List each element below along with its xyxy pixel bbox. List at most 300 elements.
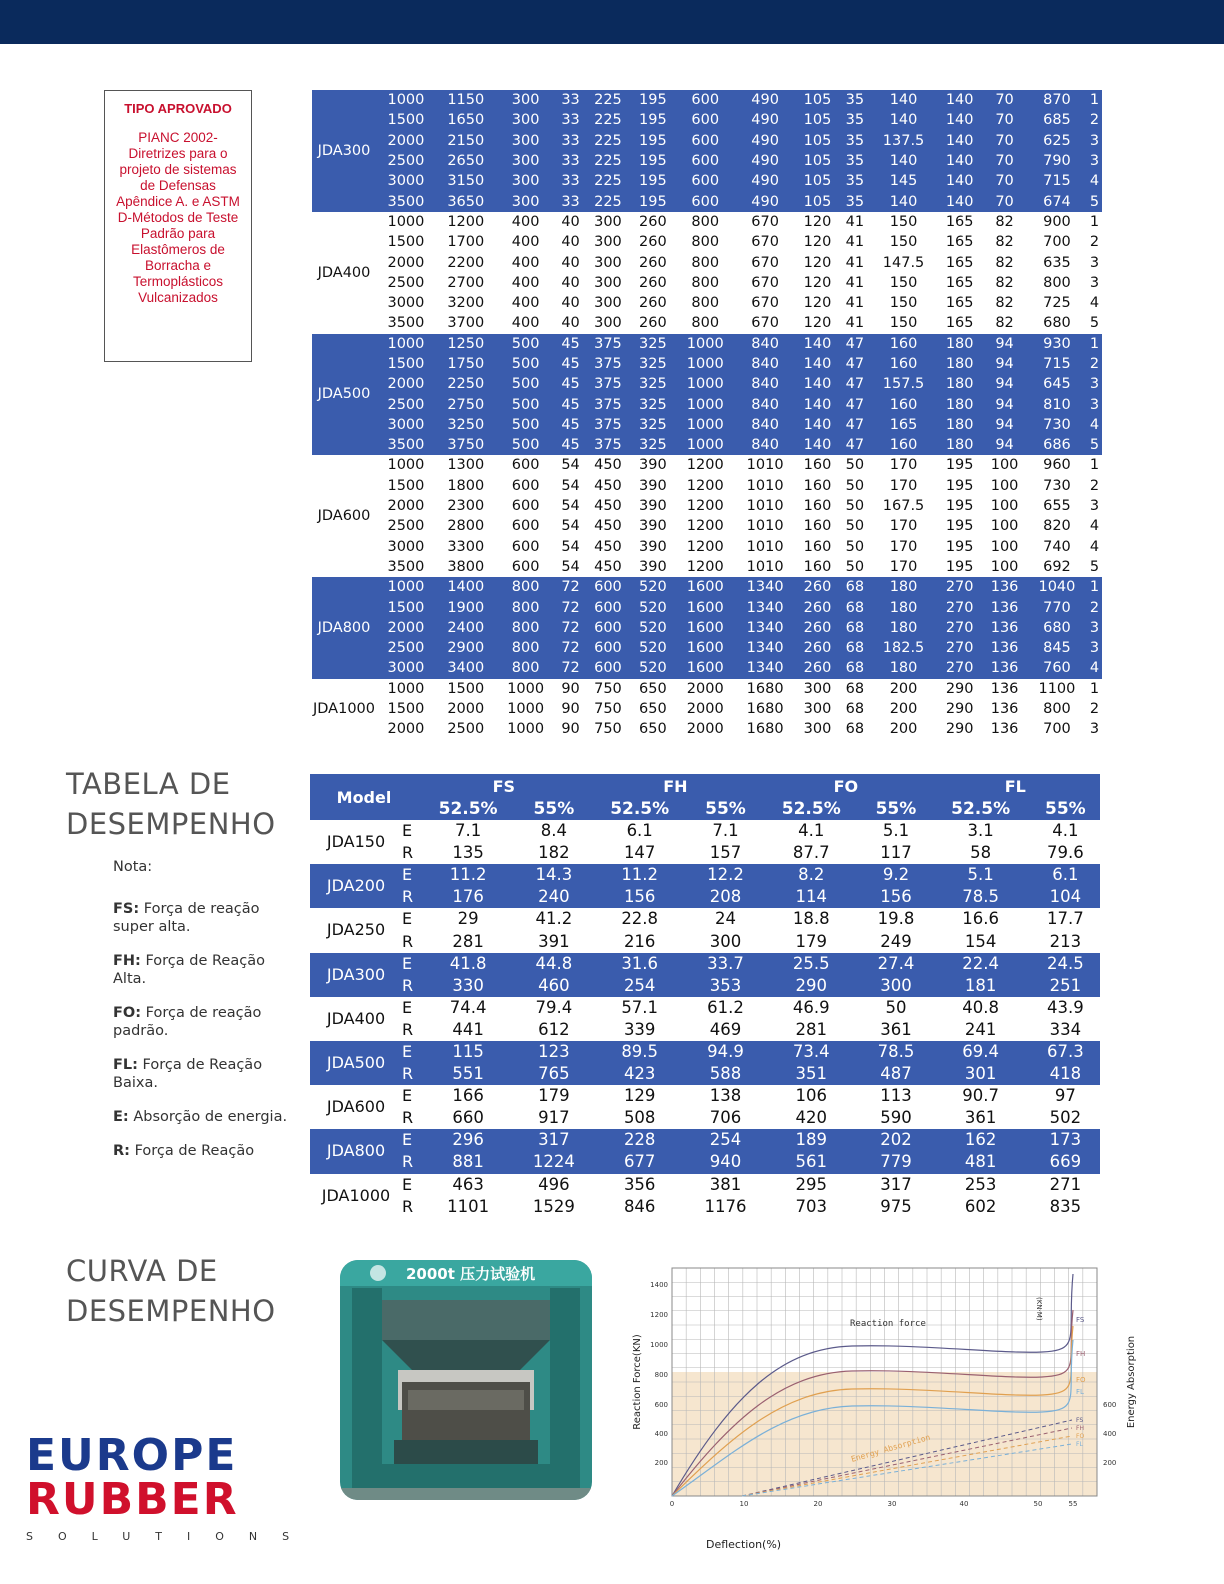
table-cell: 5 — [1089, 315, 1100, 332]
table-cell: 47 — [840, 415, 870, 435]
table-cell: 260 — [795, 597, 840, 617]
notes-heading: Nota: — [113, 859, 153, 875]
x-tick-label: 55 — [1068, 1500, 1078, 1508]
table-cell: 2500 — [387, 274, 425, 291]
table-cell: 917 — [538, 1108, 570, 1128]
y-tick-label: 600 — [654, 1401, 668, 1409]
model-header: Model — [310, 774, 418, 820]
table-cell: 68 — [840, 658, 870, 678]
series-label-fh: FH — [1076, 1350, 1086, 1358]
subheader-cell: 52.5% — [418, 798, 518, 820]
table-cell: 33 — [556, 171, 586, 191]
table-row — [310, 1085, 1100, 1107]
table-cell: 260 — [639, 213, 667, 230]
table-cell: 82 — [995, 234, 1014, 251]
model-cell: JDA500 — [312, 334, 376, 456]
table-cell: 325 — [630, 435, 675, 455]
table-cell: 2500 — [376, 638, 436, 658]
table-cell: 70 — [982, 110, 1027, 130]
table-cell: 1200 — [447, 213, 485, 230]
table-cell: 800 — [691, 315, 720, 332]
table-cell: 68 — [845, 721, 865, 738]
table-cell: 1680 — [746, 680, 784, 697]
table-cell: 650 — [639, 680, 667, 697]
x-tick-label: 0 — [669, 1500, 675, 1508]
table-cell: 820 — [1043, 518, 1071, 535]
table-cell: 1300 — [447, 457, 485, 474]
table-cell: 450 — [594, 457, 622, 474]
x-tick-label: 10 — [739, 1500, 749, 1508]
table-cell: 487 — [861, 1063, 930, 1085]
table-cell: 68 — [845, 701, 865, 718]
table-row — [312, 171, 1102, 191]
table-cell: 3800 — [447, 558, 485, 575]
table-row — [310, 930, 1100, 952]
energy-series-label-fl: FL — [1076, 1441, 1083, 1448]
table-cell: 290 — [945, 680, 974, 697]
table-cell: 2500 — [376, 394, 436, 414]
table-cell: 82 — [995, 254, 1014, 271]
table-cell: 600 — [586, 577, 631, 597]
table-cell: 54 — [561, 558, 580, 575]
table-cell: 1600 — [675, 638, 735, 658]
table-cell: 180 — [870, 618, 937, 638]
table-row — [312, 293, 1102, 313]
table-row — [310, 997, 1100, 1019]
table-cell: 165 — [945, 213, 974, 230]
title-line: CURVA DE — [66, 1254, 218, 1288]
energy-series-label-fo: FO — [1076, 1433, 1085, 1440]
table-cell: 441 — [452, 1019, 484, 1039]
table-cell: 74.4 — [449, 997, 487, 1017]
table-cell: 94 — [982, 394, 1027, 414]
table-cell: 120 — [803, 213, 832, 230]
table-cell: 180 — [937, 415, 982, 435]
table-cell: 2000 — [376, 618, 436, 638]
table-cell: 655 — [1043, 498, 1071, 515]
table-cell: 45 — [556, 435, 586, 455]
table-cell: 845 — [1027, 638, 1087, 658]
table-cell: 113 — [880, 1086, 912, 1106]
table-cell: 270 — [937, 618, 982, 638]
metric-cell: R — [402, 1151, 418, 1173]
table-cell: 730 — [1043, 477, 1071, 494]
table-cell: 881 — [418, 1151, 518, 1173]
table-cell: 202 — [861, 1129, 930, 1151]
table-cell: 600 — [675, 110, 735, 130]
model-cell: JDA300 — [312, 90, 376, 212]
table-cell: 44.8 — [518, 953, 589, 975]
table-cell: 390 — [639, 498, 667, 515]
table-cell: 140 — [870, 191, 937, 211]
approval-box — [104, 90, 252, 362]
table-cell: 4 — [1087, 658, 1102, 678]
table-cell: 123 — [518, 1041, 589, 1063]
table-cell: 490 — [735, 151, 795, 171]
table-cell: 5.1 — [931, 864, 1031, 886]
table-cell: 54 — [561, 457, 580, 474]
table-cell: 680 — [1043, 315, 1071, 332]
table-cell: 180 — [870, 597, 937, 617]
table-row — [312, 618, 1102, 638]
table-cell: 2000 — [686, 721, 724, 738]
table-cell: 180 — [870, 658, 937, 678]
table-cell: 160 — [803, 558, 832, 575]
table-cell: 300 — [861, 975, 930, 997]
table-cell: 156 — [590, 886, 690, 908]
table-cell: 140 — [795, 354, 840, 374]
table-cell: 600 — [511, 538, 540, 555]
approval-title: TIPO APROVADO — [124, 101, 232, 116]
table-cell: 290 — [945, 721, 974, 738]
table-row — [312, 658, 1102, 678]
table-cell: 35 — [840, 191, 870, 211]
table-cell: 195 — [945, 477, 974, 494]
table-cell: 3 — [1089, 274, 1100, 291]
table-cell: 7.1 — [712, 821, 739, 841]
table-cell: 4 — [1089, 518, 1100, 535]
table-cell: 5 — [1087, 435, 1102, 455]
table-cell: 3750 — [436, 435, 496, 455]
table-cell: 300 — [803, 701, 832, 718]
table-cell: 1900 — [436, 597, 496, 617]
table-cell: 1500 — [376, 597, 436, 617]
table-cell: 100 — [990, 558, 1019, 575]
table-cell: 33 — [556, 90, 586, 110]
table-cell: 520 — [630, 658, 675, 678]
table-cell: 19.8 — [877, 909, 915, 929]
table-cell: 3400 — [436, 658, 496, 678]
table-cell: 136 — [982, 597, 1027, 617]
table-cell: 2500 — [387, 518, 425, 535]
table-cell: 1010 — [746, 538, 784, 555]
table-cell: 1600 — [675, 658, 735, 678]
table-cell: 1000 — [376, 90, 436, 110]
table-cell: 1700 — [447, 234, 485, 251]
table-cell: 685 — [1027, 110, 1087, 130]
table-cell: 765 — [518, 1063, 589, 1085]
table-cell: 120 — [803, 295, 832, 312]
table-cell: 3 — [1089, 721, 1100, 738]
table-cell: 180 — [937, 374, 982, 394]
table-cell: 200 — [889, 721, 918, 738]
note-key: E: — [113, 1109, 129, 1125]
table-cell: 674 — [1027, 191, 1087, 211]
table-cell: 725 — [1043, 295, 1071, 312]
table-cell: 4 — [1089, 295, 1100, 312]
table-cell: 2 — [1087, 354, 1102, 374]
table-cell: 1500 — [447, 680, 485, 697]
table-cell: 270 — [937, 658, 982, 678]
table-cell: 706 — [709, 1108, 742, 1128]
table-cell: 79.6 — [1047, 843, 1084, 863]
table-cell: 135 — [452, 843, 484, 863]
table-cell: 117 — [880, 843, 912, 863]
table-cell: 50 — [845, 457, 865, 474]
table-cell: 61.2 — [707, 997, 744, 1017]
table-cell: 40.8 — [962, 997, 1000, 1017]
table-row — [312, 252, 1102, 272]
table-cell: 730 — [1027, 415, 1087, 435]
table-cell: 375 — [586, 435, 631, 455]
dimension-table — [312, 90, 1102, 740]
table-cell: 140 — [795, 334, 840, 354]
logo-line-solutions: SOLUTIONS — [26, 1530, 315, 1543]
table-cell: 11.2 — [590, 864, 690, 886]
table-cell: 270 — [937, 638, 982, 658]
table-cell: 740 — [1043, 538, 1071, 555]
metric-cell: R — [402, 931, 414, 951]
table-cell: 1529 — [532, 1196, 575, 1216]
table-cell: 120 — [803, 274, 832, 291]
table-cell: 2700 — [447, 274, 485, 291]
table-cell: 14.3 — [518, 864, 589, 886]
table-cell: 160 — [870, 354, 937, 374]
table-cell: 1500 — [376, 354, 436, 374]
table-cell: 870 — [1027, 90, 1087, 110]
table-cell: 3.1 — [967, 821, 994, 841]
table-cell: 41 — [845, 213, 865, 230]
table-row — [310, 953, 1100, 975]
table-cell: 165 — [870, 415, 937, 435]
table-cell: 35 — [840, 90, 870, 110]
table-cell: 70 — [982, 191, 1027, 211]
table-cell: 140 — [870, 110, 937, 130]
table-cell: 72 — [556, 618, 586, 638]
table-cell: 300 — [594, 254, 622, 271]
table-cell: 800 — [496, 597, 556, 617]
table-cell: 4 — [1087, 171, 1102, 191]
table-cell: 500 — [496, 435, 556, 455]
model-cell: JDA1000 — [312, 701, 375, 718]
table-cell: 82 — [995, 295, 1014, 312]
table-cell: 97 — [1054, 1086, 1076, 1106]
table-cell: 1000 — [376, 577, 436, 597]
table-cell: 68 — [840, 618, 870, 638]
table-cell: 225 — [586, 151, 631, 171]
table-cell: 140 — [937, 171, 982, 191]
table-cell: 82 — [995, 315, 1014, 332]
table-cell: 390 — [639, 477, 667, 494]
model-cell: JDA200 — [310, 864, 402, 908]
table-cell: 1600 — [675, 597, 735, 617]
table-cell: 450 — [594, 518, 622, 535]
table-cell: 160 — [803, 477, 832, 494]
table-cell: 94 — [982, 435, 1027, 455]
table-cell: 1000 — [507, 680, 545, 697]
table-cell: 670 — [751, 295, 779, 312]
table-cell: 120 — [803, 254, 832, 271]
table-cell: 195 — [630, 90, 675, 110]
table-cell: 600 — [675, 90, 735, 110]
table-cell: 1750 — [436, 354, 496, 374]
table-cell: 600 — [586, 618, 631, 638]
table-cell: 3000 — [376, 171, 436, 191]
table-cell: 900 — [1043, 213, 1071, 230]
title-line: DESEMPENHO — [66, 807, 276, 841]
table-cell: 2 — [1089, 477, 1100, 494]
table-cell: 170 — [889, 457, 918, 474]
table-cell: 625 — [1027, 131, 1087, 151]
table-cell: 840 — [735, 435, 795, 455]
table-cell: 72 — [556, 658, 586, 678]
model-cell: JDA600 — [317, 508, 371, 525]
table-cell: 330 — [418, 975, 518, 997]
table-cell: 240 — [518, 886, 589, 908]
table-cell: 45 — [556, 415, 586, 435]
table-cell: 3 — [1087, 151, 1102, 171]
table-cell: 790 — [1027, 151, 1087, 171]
table-cell: 29 — [457, 909, 479, 929]
table-cell: 400 — [511, 254, 540, 271]
table-cell: 140 — [937, 110, 982, 130]
table-cell: 68 — [840, 597, 870, 617]
table-cell: 508 — [623, 1108, 656, 1128]
table-cell: 72 — [556, 597, 586, 617]
table-cell: 800 — [1043, 274, 1071, 291]
table-cell: 157 — [709, 843, 742, 863]
table-cell: 301 — [931, 1063, 1031, 1085]
table-cell: 281 — [452, 931, 484, 951]
table-cell: 3 — [1087, 394, 1102, 414]
table-cell: 1101 — [447, 1196, 490, 1216]
table-cell: 325 — [630, 334, 675, 354]
table-cell: 800 — [496, 638, 556, 658]
table-cell: 11.2 — [418, 864, 518, 886]
table-cell: 70 — [982, 90, 1027, 110]
table-row — [312, 638, 1102, 658]
table-cell: 2200 — [447, 254, 485, 271]
table-cell: 3 — [1087, 618, 1102, 638]
table-cell: 846 — [623, 1196, 656, 1216]
table-cell: 6.1 — [626, 821, 653, 841]
table-cell: 1 — [1089, 680, 1100, 697]
note-key: FL: — [113, 1057, 138, 1073]
table-cell: 100 — [990, 477, 1019, 494]
table-cell: 500 — [496, 334, 556, 354]
table-cell: 300 — [594, 295, 622, 312]
table-cell: 165 — [945, 254, 974, 271]
table-cell: 520 — [630, 597, 675, 617]
table-cell: 136 — [990, 701, 1019, 718]
table-cell: 1010 — [746, 558, 784, 575]
table-cell: 70 — [982, 131, 1027, 151]
table-cell: 260 — [795, 577, 840, 597]
table-cell: 1600 — [675, 618, 735, 638]
y2-axis-label: Energy Absorption — [1126, 1335, 1137, 1429]
table-cell: 450 — [594, 558, 622, 575]
table-cell: 1650 — [436, 110, 496, 130]
table-cell: 1000 — [507, 721, 545, 738]
table-row — [310, 886, 1100, 908]
metric-cell: E — [402, 1129, 418, 1151]
table-cell: 361 — [880, 1019, 912, 1039]
table-cell: 800 — [496, 658, 556, 678]
table-cell: 750 — [594, 680, 622, 697]
table-cell: 700 — [1043, 234, 1071, 251]
table-cell: 1340 — [735, 658, 795, 678]
table-row — [312, 455, 1102, 475]
table-cell: 375 — [586, 354, 631, 374]
table-cell: 2250 — [436, 374, 496, 394]
table-cell: 150 — [889, 213, 918, 230]
table-cell: 33 — [556, 191, 586, 211]
table-cell: 137.5 — [870, 131, 937, 151]
table-cell: 160 — [870, 394, 937, 414]
press-machine-image — [340, 1260, 592, 1500]
table-cell: 69.4 — [931, 1041, 1031, 1063]
note-key: FH: — [113, 953, 141, 969]
table-cell: 281 — [795, 1019, 828, 1039]
table-cell: 115 — [418, 1041, 518, 1063]
table-cell: 669 — [1031, 1151, 1100, 1173]
table-cell: 1010 — [746, 477, 784, 494]
table-cell: 3500 — [387, 558, 425, 575]
table-cell: 94 — [982, 334, 1027, 354]
table-cell: 195 — [630, 131, 675, 151]
table-cell: 300 — [496, 131, 556, 151]
table-cell: 400 — [511, 315, 540, 332]
table-cell: 361 — [964, 1108, 997, 1128]
table-cell: 300 — [496, 90, 556, 110]
table-cell: 490 — [735, 191, 795, 211]
metric-cell: E — [402, 821, 413, 841]
table-cell: 25.5 — [761, 953, 861, 975]
table-cell: 375 — [586, 374, 631, 394]
table-row — [312, 719, 1102, 739]
series-label-fs: FS — [1076, 1316, 1085, 1324]
table-cell: 270 — [937, 597, 982, 617]
table-cell: 650 — [639, 701, 667, 718]
table-cell: 40 — [561, 274, 580, 291]
table-cell: 300 — [496, 171, 556, 191]
table-cell: 2750 — [436, 394, 496, 414]
table-cell: 94 — [982, 354, 1027, 374]
table-cell: 1400 — [436, 577, 496, 597]
table-row — [310, 1151, 1100, 1173]
table-cell: 58 — [970, 843, 992, 863]
table-cell: 770 — [1027, 597, 1087, 617]
table-cell: 1250 — [436, 334, 496, 354]
table-cell: 170 — [889, 538, 918, 555]
table-cell: 375 — [586, 394, 631, 414]
table-cell: 195 — [630, 151, 675, 171]
performance-curve-title — [66, 1251, 276, 1331]
table-cell: 351 — [761, 1063, 861, 1085]
table-cell: 140 — [937, 191, 982, 211]
model-cell: JDA800 — [310, 1129, 402, 1173]
y-tick-label: 400 — [654, 1430, 668, 1438]
table-cell: 300 — [594, 234, 622, 251]
table-cell: 78.5 — [931, 886, 1031, 908]
table-cell: 260 — [795, 658, 840, 678]
table-cell: 200 — [889, 680, 918, 697]
table-cell: 47 — [840, 374, 870, 394]
energy-series-label-fs: FS — [1076, 1417, 1084, 1424]
table-cell: 3 — [1089, 254, 1100, 271]
table-cell: 5 — [1089, 558, 1100, 575]
table-row — [310, 1041, 1100, 1063]
table-cell: 129 — [623, 1086, 656, 1106]
table-cell: 136 — [990, 721, 1019, 738]
table-cell: 54 — [561, 518, 580, 535]
table-cell: 375 — [586, 415, 631, 435]
table-cell: 800 — [691, 295, 720, 312]
table-cell: 3500 — [376, 191, 436, 211]
table-cell: 400 — [511, 295, 540, 312]
table-cell: 106 — [795, 1086, 828, 1106]
table-cell: 82 — [995, 213, 1014, 230]
